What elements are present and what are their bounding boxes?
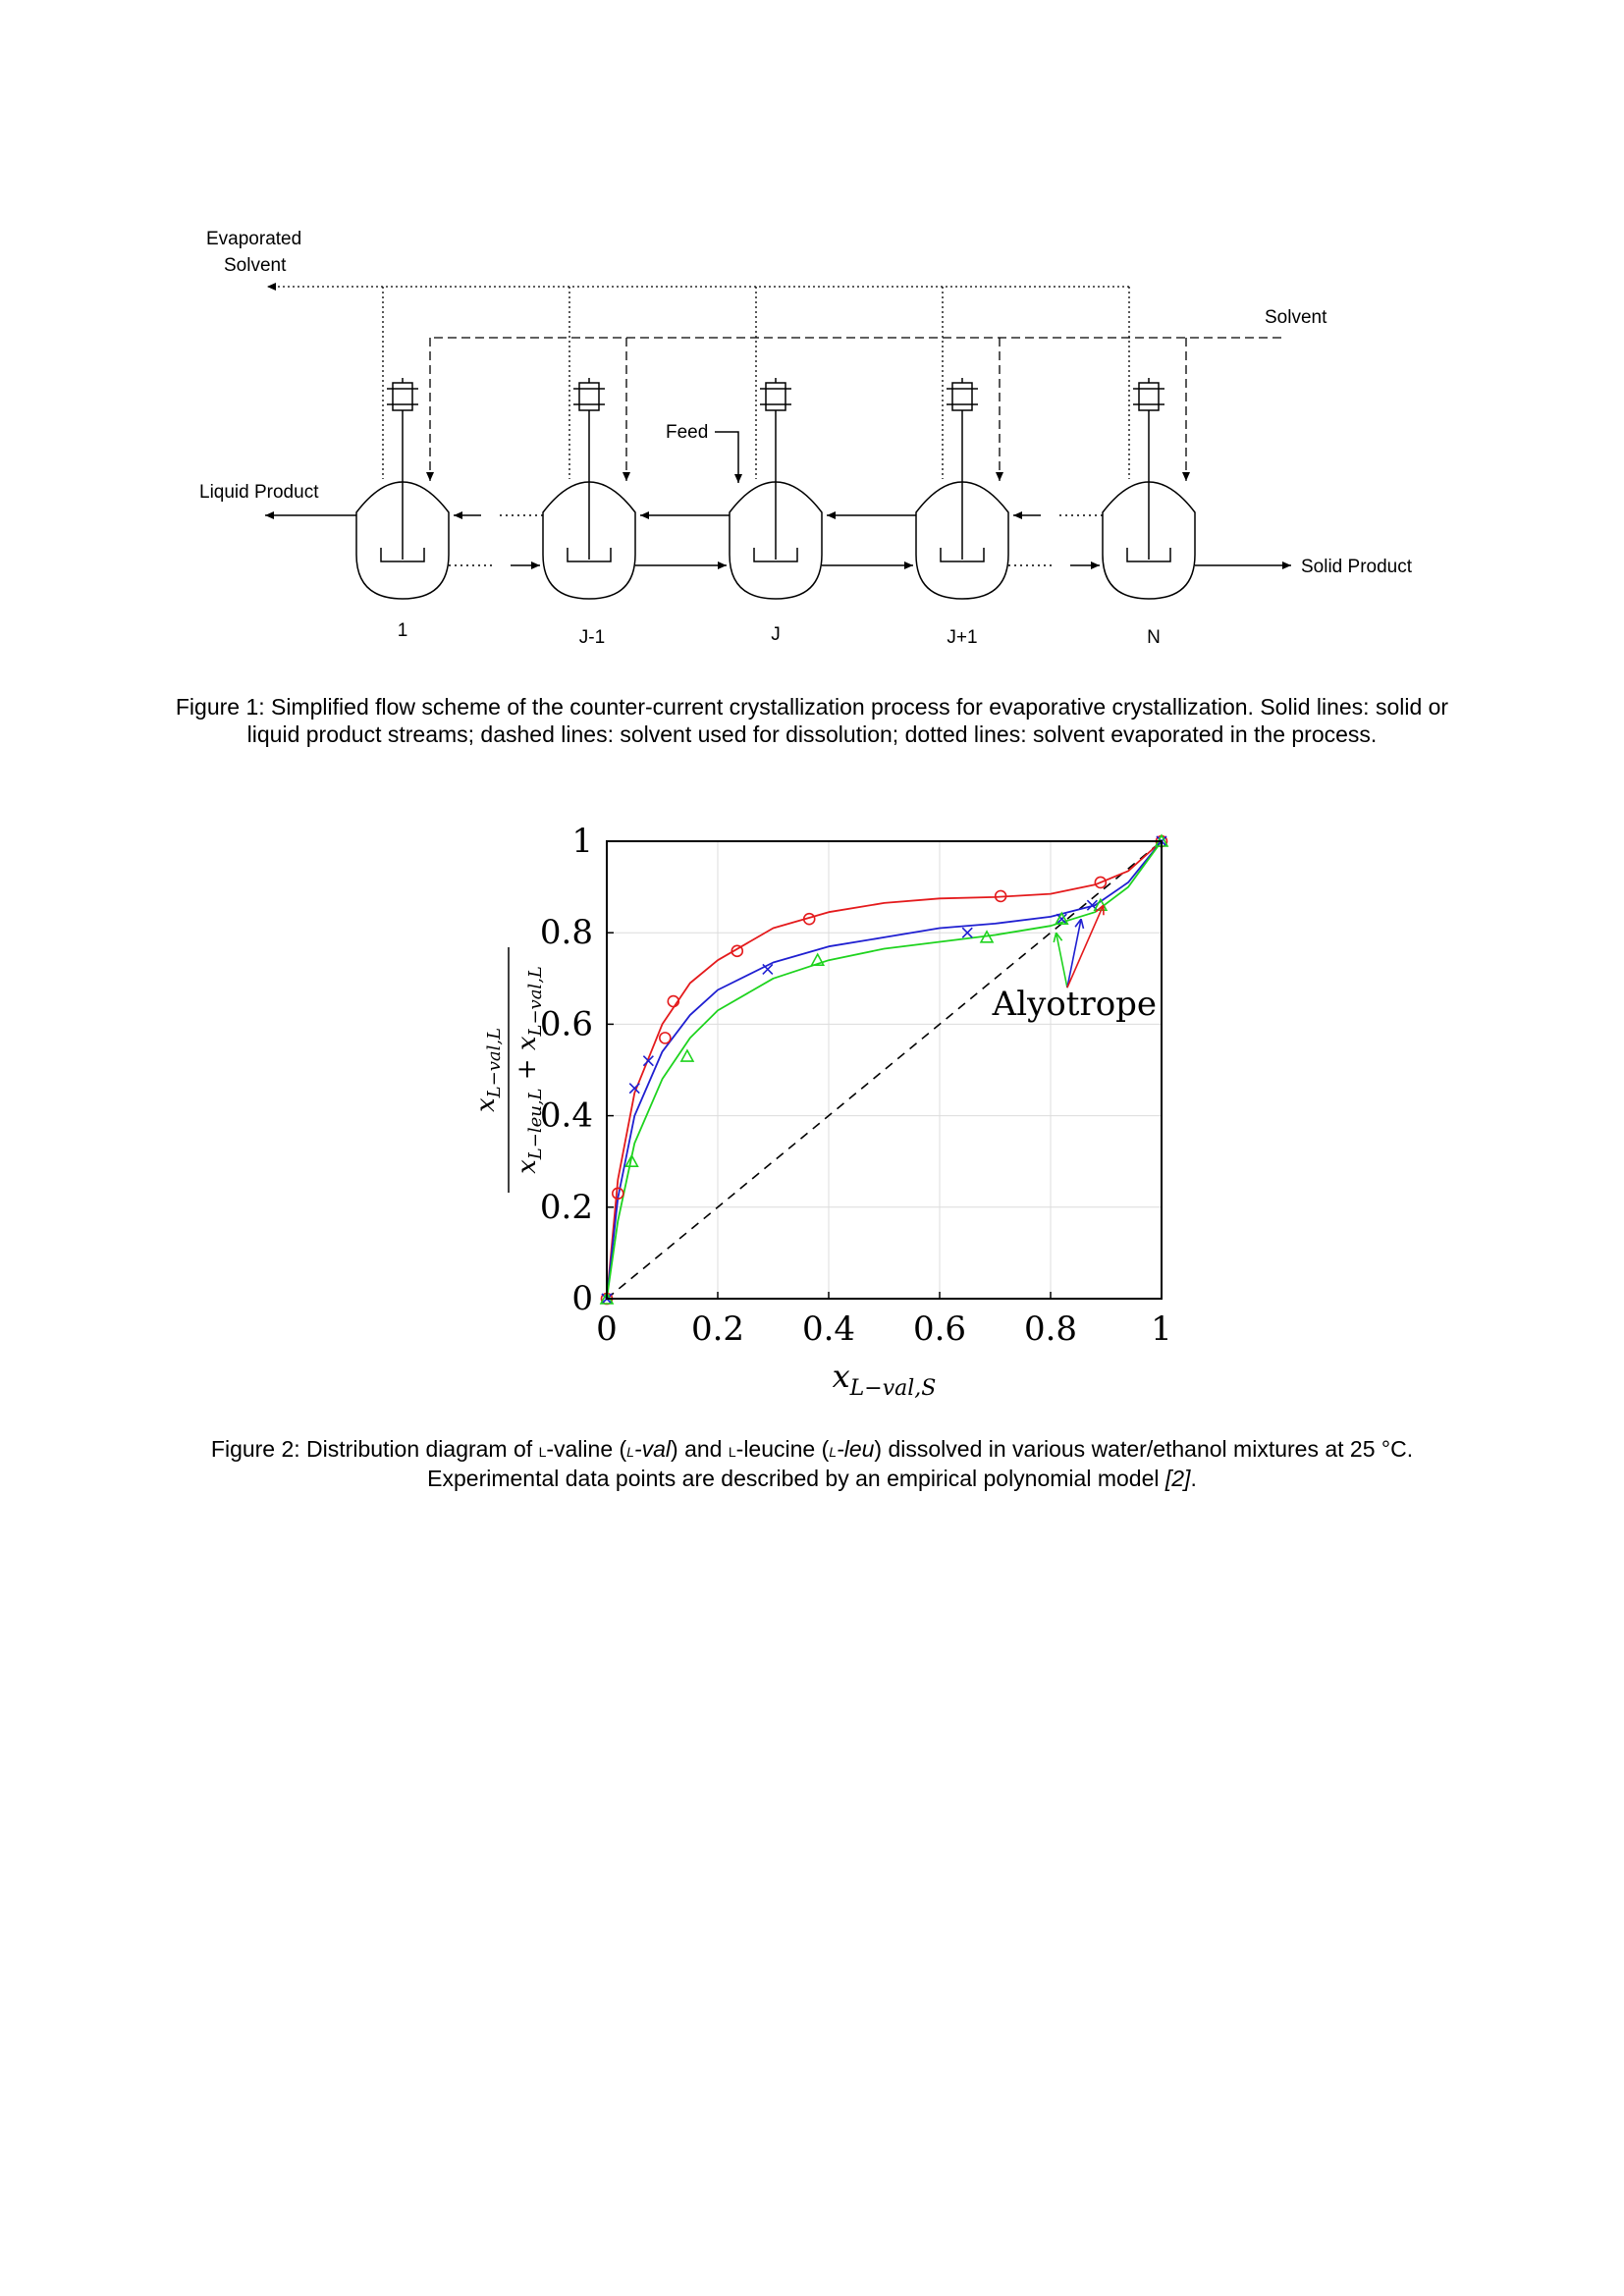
x-tick-label: 0.4 — [801, 1309, 856, 1349]
data-point-circle — [660, 1033, 671, 1043]
y-tick-label: 0.2 — [539, 1187, 593, 1227]
label-liquid-product: Liquid Product — [199, 482, 319, 503]
chart-curves — [607, 841, 1162, 1299]
distribution-chart — [0, 805, 1624, 1414]
label-evaporated-solvent: Solvent — [224, 255, 287, 276]
stage-label: J-1 — [578, 627, 606, 648]
annotation-arrow — [1067, 905, 1104, 988]
data-point-triangle — [681, 1050, 693, 1061]
chart-ticks — [540, 822, 1172, 1349]
vessel-1 — [356, 378, 449, 599]
x-tick-label: 0.8 — [1023, 1309, 1078, 1349]
x-axis-label: $x_{L-val,S}$ — [832, 1358, 937, 1401]
x-tick-label: 0.2 — [690, 1309, 745, 1349]
x-tick-label: 0 — [596, 1309, 618, 1349]
y-label-denominator: $x_{L-leu,L} + x_{L-val,L}$ — [513, 966, 546, 1174]
y-tick-label: 0.6 — [539, 1004, 593, 1044]
label-evaporated: Evaporated — [206, 229, 302, 249]
y-tick-label: 0 — [571, 1279, 593, 1318]
y-tick-label: 1 — [571, 822, 593, 861]
figure-2-caption: Figure 2: Distribution diagram of l-valine (l-val) and l-leucine (l-leu) dissolved in various water/ethanol mixtures at 25 °C. Experimental data points are described by an empirical polynomial model [2]. — [210, 1436, 1414, 1491]
y-label-numerator: $x_{L-val,L}$ — [471, 1027, 505, 1113]
label-feed: Feed — [666, 422, 709, 443]
flow-scheme-diagram — [0, 0, 1624, 687]
vessel-n — [1103, 378, 1195, 599]
figure-1-caption: Figure 1: Simplified flow scheme of the counter-current crystallization process for evaporative crystallization. Solid lines: solid or liquid product streams; dashed lines: solvent used for dissolution; dotted lines: solvent evaporated in the process. — [175, 694, 1449, 747]
stage-label: J+1 — [947, 627, 978, 648]
vessels — [356, 378, 1195, 599]
series-curve-1 — [607, 841, 1162, 1299]
data-point-triangle — [625, 1155, 637, 1166]
label-solvent: Solvent — [1265, 307, 1327, 328]
stage-label: J — [771, 624, 781, 645]
vessel-j — [730, 378, 822, 599]
x-tick-label: 1 — [1151, 1309, 1172, 1349]
y-tick-label: 0.4 — [539, 1095, 593, 1136]
citation-link[interactable]: [2] — [1164, 1466, 1191, 1491]
annotation-label: Alyotrope — [992, 985, 1158, 1025]
stage-label: 1 — [397, 620, 408, 641]
x-tick-label: 0.6 — [912, 1309, 967, 1349]
y-tick-label: 0.8 — [539, 913, 593, 953]
chart-annotation — [992, 905, 1157, 1024]
vessel-j+1 — [916, 378, 1008, 599]
annotation-arrow — [1056, 933, 1067, 988]
label-solid-product: Solid Product — [1301, 557, 1413, 577]
y-axis-label — [471, 947, 546, 1193]
annotation-arrow — [1067, 919, 1081, 988]
stage-label: N — [1147, 627, 1161, 648]
vessel-j-1 — [543, 378, 635, 599]
